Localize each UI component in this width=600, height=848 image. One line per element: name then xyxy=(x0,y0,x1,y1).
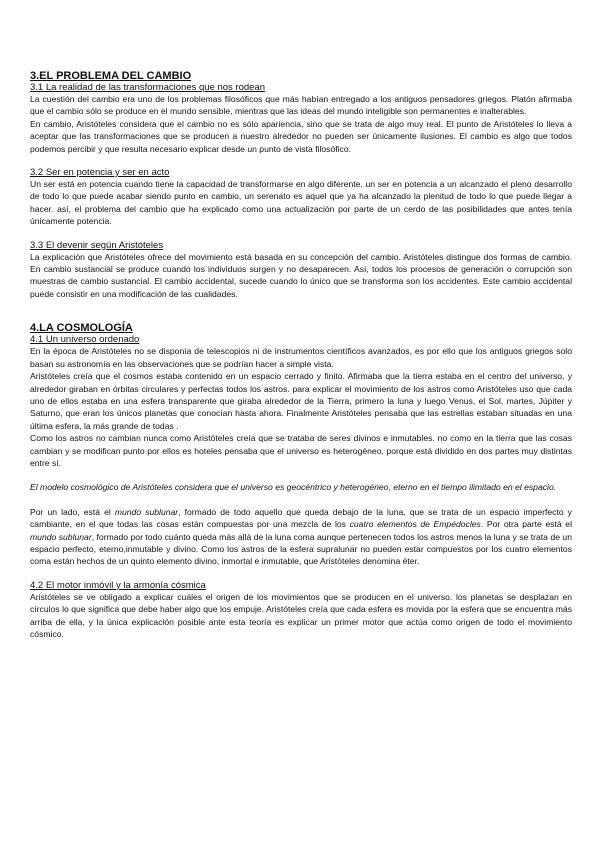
italic-statement: El modelo cosmológico de Aristóteles considera que el universo es geocéntrico y heterogéneo, eterno en el tiempo ilimitado en el espacio. xyxy=(30,482,557,493)
heading-4-2: 4.2 El motor inmóvil y la armonía cósmica xyxy=(30,579,206,591)
text-run: Por un lado, está el xyxy=(30,506,115,517)
heading-3-2: 3.2 Ser en potencia y ser en acto xyxy=(30,167,170,179)
paragraph-4-1-italic xyxy=(30,481,572,493)
section-4-title: 4.LA COSMOLOGÍA xyxy=(30,322,133,335)
text-run: , formado de todo aquello que queda debajo de la luna, que se trata de un espacio imperfecto y cambiante, en el que todas las cosas están compuestas por una mezcla de los xyxy=(30,506,572,530)
text-run: . Por otra parte está el xyxy=(480,519,572,530)
document-page xyxy=(30,70,572,640)
italic-term: mundo sublunar xyxy=(30,531,92,542)
text-run: , formado por todo cuánto queda más allá de la luna coma aunque pertenecen todos los astros menos la luna y se trata de un espacio perfecto, eterno,inmutable y divino. Como los astros de la esfera supralunar no pueden estar compuestos por los cuatro elementos coma están hechos de un quinto elemento divino, inmortal e inmutable, que Aristóteles denomina éter. xyxy=(30,531,572,567)
paragraph-3-2: Un ser está en potencia cuando tiene la capacidad de transformarse en algo diferente. un ser en potencia a un alcanzado el pleno desarrollo de todo lo que puede acabar siendo punto en cambio, un serenato es aquel que ya ha alcanzado la plenitud de todo lo que puede llegar a hacer. así, el problema del cambio que ha explicado como una actualización por parte de un cerdo de las posibilidades que antes tenía únicamente potencia. xyxy=(30,179,572,227)
paragraph-4-1-b: Aristóteles creía que el cosmos estaba contenido en un espacio cerrado y finito. Afirmaba que la tierra estaba en el centro del universo, y alrededor giraban en órbitas circulares y perfectas todos los astros. para explicar el movimiento de los astros como Aristóteles uso que cada uno de ellos estaba en una esfera transparente que giraba alrededor de la Tierra, primero la luna y luego Venus, el Sol, martes, Júpiter y Saturno, que eran los únicos planetas que conocían hasta ahora. Finalmente Aristóteles pensaba que las estrellas estaban situadas en una última esfera, la más grande de todas . xyxy=(30,371,572,431)
heading-4-1: 4.1 Un universo ordenado xyxy=(30,334,140,346)
paragraph-4-1-d xyxy=(30,506,572,568)
italic-term: mundo sublunar xyxy=(114,506,179,517)
paragraph-3-3: La explicación que Aristóteles ofrece del movimiento está basada en su concepción del cambio. Aristóteles distingue dos formas de cambio. En cambio sustancial se produce cuando los individuos surgen y no desaparecen. Así, todos los procesos de generación o corrupción son muestras de cambio sustancial. El cambio accidental, sucede cuando lo único que se transforma son los accidentes. Este cambio accidental puede consistir en una modificación de las cualidades. xyxy=(30,251,572,299)
section-3-title: 3.EL PROBLEMA DEL CAMBIO xyxy=(30,70,192,82)
paragraph-4-2: Aristóteles se ve obligado a explicar cuáles el origen de los movimientos que se producen en el universo. los planetas se desplazan en círculos lo que significa que debe haber algo que los empuje. Aristóteles creía que cada esfera es movida por la esfera que se encuentra más arriba de ella, y la única explicación posible ante esta teoría es explicar un primer motor que actúa como origen de todo el movimiento cósmico. xyxy=(30,591,572,639)
heading-3-1: 3.1 La realidad de las transformaciones que nos rodean xyxy=(30,82,266,93)
paragraph-4-1-a: En la época de Aristóteles no se disponía de telescopios ni de instrumentos científicos avanzados, es por ello que los antiguos griegos solo basan su astronomía en las observaciones que se podrían hacer a simple vista. xyxy=(30,346,572,369)
paragraph-3-1-b: En cambio, Aristóteles considera que el cambio no es sólo apariencia, sino que se trata de algo muy real. El punto de Aristóteles lo lleva a aceptar que las transformaciones que se producen a nuestro alrededor no pueden ser únicamente ilusiones. El cambio es algo que todos podemos percibir y que resulta necesario explicar desde un punto de vista filosófico. xyxy=(30,118,572,154)
paragraph-4-1-c: Como los astros no cambian nunca como Aristóteles creía que se trataba de seres divinos e inmutables. no como en la tierra que las cosas cambian y se modifican punto por ellos es hoteles pensaba que el universo es heterogéneo, porque está dividido en dos partes muy distintas entre sí. xyxy=(30,433,572,468)
heading-3-3: 3.3 El devenir según Aristóteles xyxy=(30,239,164,251)
italic-term: cuatro elementos de Empédocles xyxy=(349,519,481,530)
paragraph-3-1-a: La cuestión del cambio era uno de los problemas filosóficos que más habían entregado a los antiguos pensadores griegos. Platón afirmaba que el cambio sólo se produce en el mundo sensible, mientras que las ideas del mundo inteligible son permanentes e inalterables. xyxy=(30,94,572,117)
